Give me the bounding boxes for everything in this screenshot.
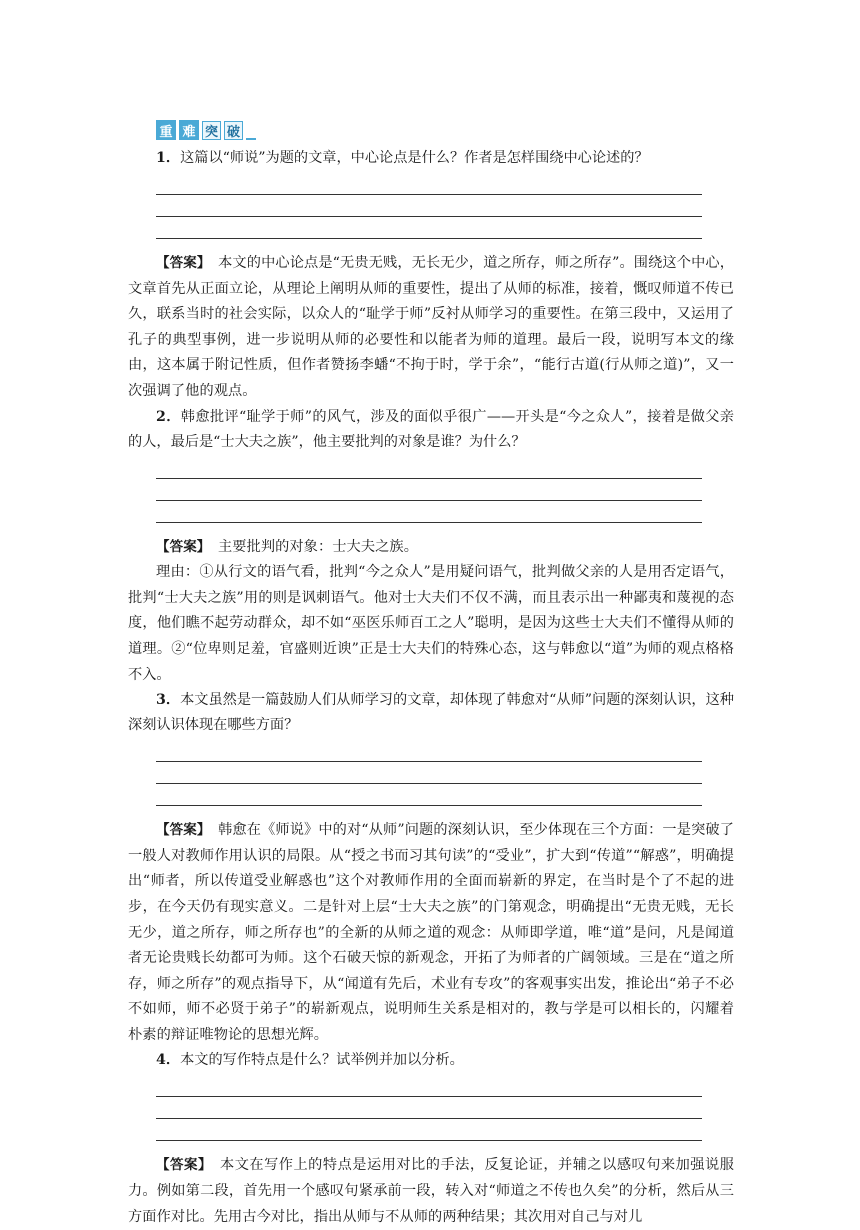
answer-1	[128, 251, 734, 405]
answer-lines[interactable]	[156, 740, 734, 806]
answer-lines[interactable]	[156, 1075, 734, 1141]
question-text: 这篇以“师说”为题的文章，中心论点是什么？作者是怎样围绕中心论述的？	[180, 150, 649, 166]
answer-line[interactable]	[156, 217, 702, 239]
banner-char: 重	[156, 120, 176, 140]
banner-underline	[246, 138, 256, 140]
answer-tag: 【答案】	[156, 1157, 206, 1174]
banner-char: 突	[202, 121, 221, 140]
answer-2-reason: 理由：①从行文的语气看，批判“今之众人”是用疑问语气，批判做父亲的人是用否定语气，批判“士大夫之族”用的则是讽刺语气。他对士大夫们不仅不满，而且表示出一种鄙夷和蔑视的态度，他们瞧不起劳动群众，却不如“巫医乐师百工之人”聪明，是因为这些士大夫们不懂得从师的道理。②“位卑则足羞，官盛则近谀”正是士大夫们的特殊心态，这与韩愈以“道”为师的观点格格不入。	[128, 564, 734, 683]
question-3: 3．本文虽然是一篇鼓励人们从师学习的文章，却体现了韩愈对“从师”问题的深刻认识，这种深刻认识体现在哪些方面？	[128, 692, 734, 734]
answer-3	[128, 818, 734, 1048]
answer-tag: 【答案】	[156, 822, 204, 839]
answer-line[interactable]	[156, 173, 702, 195]
answer-text: 主要批判的对象：士大夫之族。	[217, 538, 418, 555]
answer-line[interactable]	[156, 784, 702, 806]
question-number: 2	[156, 408, 166, 425]
section-banner	[156, 110, 734, 140]
banner-char: 破	[224, 121, 243, 140]
answer-line[interactable]	[156, 740, 702, 762]
question-text: 本文的写作特点是什么？试举例并加以分析。	[180, 1052, 464, 1069]
answer-line[interactable]	[156, 479, 702, 501]
answer-lines[interactable]	[156, 173, 734, 239]
document-page	[128, 110, 734, 1230]
question-number: 4	[156, 1052, 166, 1069]
answer-text: 韩愈在《师说》中的对“从师”问题的深刻认识，至少体现在三个方面：一是突破了一般人对教师作用认识的局限。从“授之书而习其句读”的“受业”，扩大到“传道”“解惑”，明确提出“师者，所以传道受业解惑也”这个对教师作用的全面而崭新的界定，在当时是个了不起的进步，在今天仍有现实意义。二是针对上层“士大夫之族”的门第观念，明确提出“无贵无贱，无长无少，道之所存，师之所存也”的全新的从师之道的观念：从师即学道，唯“道”是问，凡是闻道者无论贵贱长幼都可为师。这个石破天惊的新观念，开拓了为师者的广阔领域。三是在“道之所存，师之所存”的观点指导下，从“闻道有先后，术业有专攻”的客观事实出发，推论出“弟子不必不如师，师不必贤于弟子”的崭新观点，说明师生关系是相对的，教与学是可以相长的，闪耀着朴素的辩证唯物论的思想光辉。	[128, 822, 734, 1043]
question-number: 3	[156, 692, 166, 709]
answer-line[interactable]	[156, 195, 702, 217]
answer-tag: 【答案】	[156, 255, 204, 271]
answer-lines[interactable]	[156, 457, 734, 523]
answer-line[interactable]	[156, 457, 702, 479]
question-1: 1．这篇以“师说”为题的文章，中心论点是什么？作者是怎样围绕中心论述的？	[156, 150, 649, 166]
banner-char: 难	[179, 120, 199, 140]
answer-line[interactable]	[156, 1119, 702, 1141]
answer-line[interactable]	[156, 1075, 702, 1097]
answer-line[interactable]	[156, 1097, 702, 1119]
answer-line[interactable]	[156, 501, 702, 523]
answer-tag: 【答案】	[156, 538, 204, 555]
question-text: 本文虽然是一篇鼓励人们从师学习的文章，却体现了韩愈对“从师”问题的深刻认识，这种深刻认识体现在哪些方面？	[128, 692, 734, 734]
answer-line[interactable]	[156, 762, 702, 784]
question-2: 2．韩愈批评“耻学于师”的风气，涉及的面似乎很广——开头是“今之众人”，接着是做父亲的人，最后是“士大夫之族”，他主要批判的对象是谁？为什么？	[128, 408, 734, 450]
answer-text: 本文的中心论点是“无贵无贱，无长无少，道之所存，师之所存”。围绕这个中心，文章首先从正面立论，从理论上阐明从师的重要性，提出了从师的标准，接着，慨叹师道不传已久，联系当时的社会实际，以众人的“耻学于师”反衬从师学习的重要性。在第三段中，又运用了孔子的典型事例，进一步说明从师的必要性和以能者为师的道理。最后一段，说明写本文的缘由，这本属于附记性质，但作者赞扬李蟠“不拘于时，学于余”，“能行古道(行从师之道)”，又一次强调了他的观点。	[128, 255, 734, 399]
question-number: 1	[156, 150, 166, 166]
answer-2	[128, 535, 734, 561]
question-text: 韩愈批评“耻学于师”的风气，涉及的面似乎很广——开头是“今之众人”，接着是做父亲的人，最后是“士大夫之族”，他主要批判的对象是谁？为什么？	[128, 408, 734, 450]
answer-text: 本文在写作上的特点是运用对比的手法，反复论证，并辅之以感叹句来加强说服力。例如第二段，首先用一个感叹句紧承前一段，转入对“师道之不传也久矣”的分析，然后从三方面作对比。先用古今对比，指出从师与不从师的两种结果；其次用对自己与对儿	[128, 1157, 734, 1225]
question-4: 4．本文的写作特点是什么？试举例并加以分析。	[156, 1052, 464, 1069]
answer-4	[128, 1153, 734, 1230]
